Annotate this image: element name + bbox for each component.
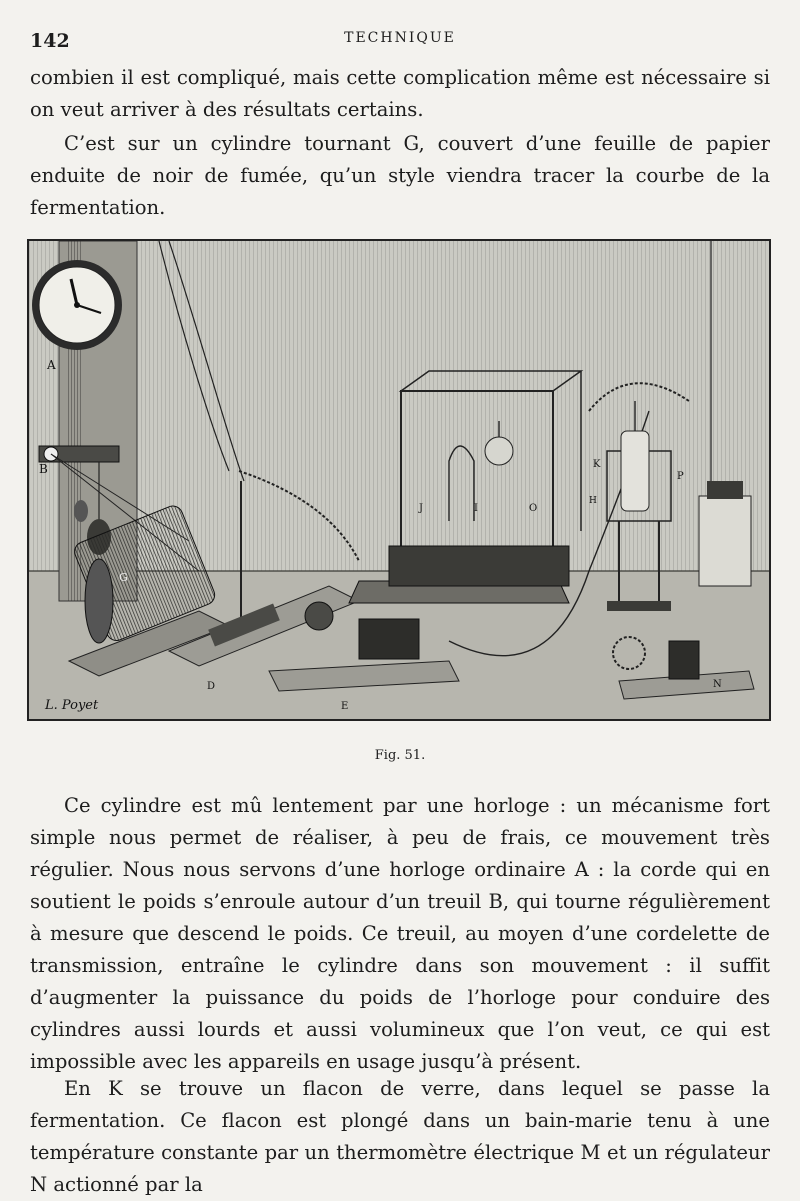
running-head — [30, 26, 770, 56]
label-i: I — [474, 503, 478, 514]
clock-a — [32, 260, 122, 350]
label-n: N — [713, 679, 722, 690]
label-d: D — [207, 681, 216, 692]
label-p: P — [677, 471, 684, 482]
label-b: B — [39, 462, 48, 476]
figure-caption: Fig. 51. — [374, 748, 426, 763]
page-number: 142 — [30, 30, 70, 52]
fermentation-apparatus-illustration — [29, 241, 769, 719]
paragraph-cylinder: C’est sur un cylindre tournant G, couvert d’une feuille de papier enduite de noir de fumée, qu’un style viendra tracer la courbe de la fermentation. — [30, 132, 770, 219]
label-o: O — [529, 503, 538, 514]
engraving-figure — [27, 239, 771, 721]
running-title: TECHNIQUE — [344, 30, 456, 46]
label-k: K — [593, 459, 601, 470]
paragraph-continuation: combien il est compliqué, mais cette complication même est nécessaire si on veut arriver à des résultats certains. — [30, 66, 770, 121]
paragraph-flask: En K se trouve un flacon de verre, dans lequel se passe la fermentation. Ce flacon est plongé dans un bain-marie tenu à une température constante par un thermomètre électrique M et un régulateur N actionné par la — [30, 1077, 770, 1196]
label-h: H — [589, 496, 597, 506]
engraver-signature: L. Poyet — [45, 698, 99, 713]
label-e: E — [341, 701, 349, 712]
label-a: A — [47, 358, 56, 372]
paragraph-clock-mechanism: Ce cylindre est mû lentement par une horloge : un mécanisme fort simple nous permet de réaliser, à peu de frais, ce mouvement très régulier. Nous nous servons d’une horloge ordinaire A : la corde qui en soutient le poids s’enroule autour d’un treuil B, qui tourne régulièrement à mesure que descend le poids. Ce treuil, au moyen d’une cordelette de transmission, entraîne le cylindre dans son mouvement : il suffit d’augmenter la puissance du poids de l’horloge pour conduire des cylindres aussi lourds et aussi volumineux que l’on veut, ce qui est impossible avec les appareils en usage jusqu’à présent. — [30, 794, 770, 1073]
label-g: G — [119, 571, 128, 584]
label-j: J — [419, 503, 424, 514]
